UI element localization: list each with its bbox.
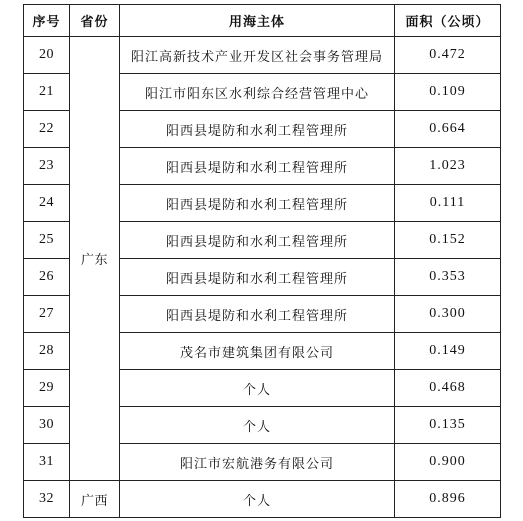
serial-number-cell: 20 (24, 37, 70, 74)
area-cell: 0.149 (395, 333, 501, 370)
area-cell: 0.900 (395, 444, 501, 481)
sea-user-cell: 个人 (120, 407, 395, 444)
sea-user-cell: 阳江市宏航港务有限公司 (120, 444, 395, 481)
area-cell: 0.109 (395, 74, 501, 111)
area-cell: 0.664 (395, 111, 501, 148)
serial-number-cell: 32 (24, 481, 70, 518)
sea-user-cell: 阳江市阳东区水利综合经营管理中心 (120, 74, 395, 111)
province-cell: 广西 (70, 481, 120, 518)
serial-number-cell: 26 (24, 259, 70, 296)
sea-user-cell: 阳西县堤防和水利工程管理所 (120, 185, 395, 222)
province-cell: 广东 (70, 37, 120, 481)
sea-user-cell: 阳西县堤防和水利工程管理所 (120, 296, 395, 333)
header-province: 省份 (70, 5, 120, 37)
area-cell: 0.300 (395, 296, 501, 333)
serial-number-cell: 30 (24, 407, 70, 444)
sea-user-cell: 阳西县堤防和水利工程管理所 (120, 259, 395, 296)
serial-number-cell: 22 (24, 111, 70, 148)
area-cell: 0.135 (395, 407, 501, 444)
header-serial-number: 序号 (24, 5, 70, 37)
sea-user-cell: 茂名市建筑集团有限公司 (120, 333, 395, 370)
area-cell: 0.111 (395, 185, 501, 222)
serial-number-cell: 31 (24, 444, 70, 481)
header-area-hectares: 面积（公顷） (395, 5, 501, 37)
header-row (24, 5, 501, 37)
serial-number-cell: 27 (24, 296, 70, 333)
area-cell: 0.472 (395, 37, 501, 74)
sea-use-table (23, 4, 501, 518)
area-cell: 1.023 (395, 148, 501, 185)
serial-number-cell: 24 (24, 185, 70, 222)
table-row (24, 37, 501, 74)
sea-user-cell: 阳西县堤防和水利工程管理所 (120, 222, 395, 259)
serial-number-cell: 28 (24, 333, 70, 370)
area-cell: 0.152 (395, 222, 501, 259)
serial-number-cell: 21 (24, 74, 70, 111)
area-cell: 0.353 (395, 259, 501, 296)
area-cell: 0.468 (395, 370, 501, 407)
sea-user-cell: 个人 (120, 370, 395, 407)
header-sea-user: 用海主体 (120, 5, 395, 37)
serial-number-cell: 29 (24, 370, 70, 407)
serial-number-cell: 25 (24, 222, 70, 259)
area-cell: 0.896 (395, 481, 501, 518)
sea-user-cell: 阳江高新技术产业开发区社会事务管理局 (120, 37, 395, 74)
serial-number-cell: 23 (24, 148, 70, 185)
sea-user-cell: 阳西县堤防和水利工程管理所 (120, 148, 395, 185)
sea-user-cell: 个人 (120, 481, 395, 518)
sea-user-cell: 阳西县堤防和水利工程管理所 (120, 111, 395, 148)
table-row (24, 481, 501, 518)
